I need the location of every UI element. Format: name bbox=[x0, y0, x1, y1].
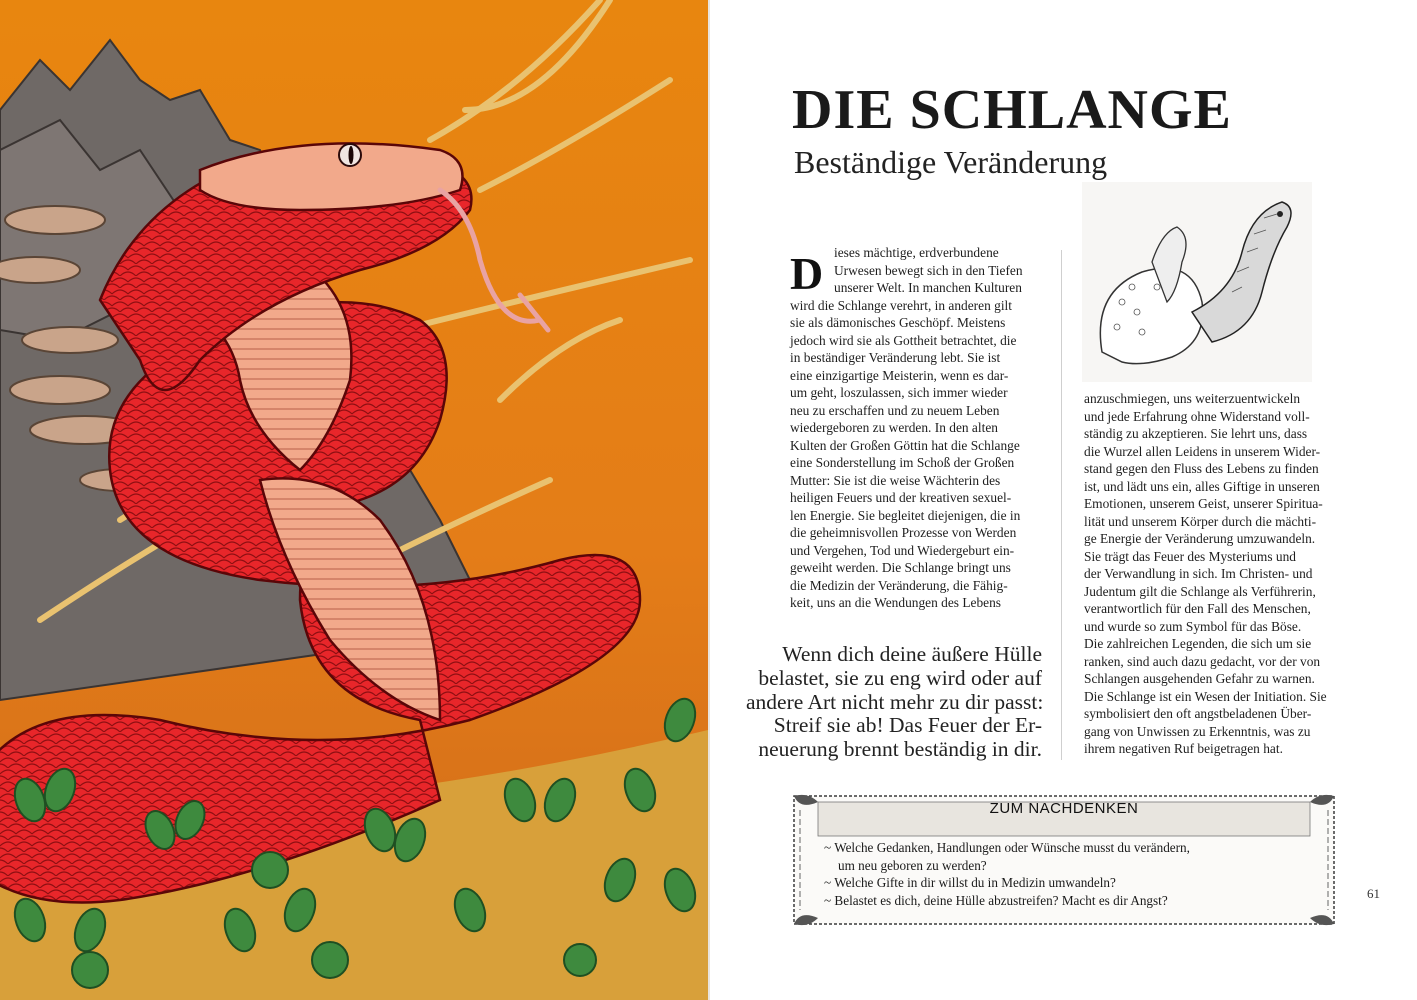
text-line: Kulten der Großen Göttin hat die Schlange bbox=[790, 437, 1020, 453]
page-number: 61 bbox=[1367, 886, 1380, 901]
text-line: anzuschmiegen, uns weiterzuentwickeln bbox=[1084, 391, 1301, 406]
text-line: unserer Welt. In manchen Kulturen bbox=[834, 280, 1022, 295]
quote-line: neuerung brennt beständig in dir. bbox=[758, 737, 1042, 762]
text-line: Sie trägt das Feuer des Mysteriums und bbox=[1084, 548, 1296, 564]
text-line: geweiht werden. Die Schlange bringt uns bbox=[790, 560, 1011, 575]
quote-line: Wenn dich deine äußere Hülle bbox=[782, 642, 1042, 666]
snake-sketch-illustration bbox=[1082, 182, 1312, 382]
reflection-question: ~ Welche Gifte in dir willst du in Medizin umwandeln? bbox=[824, 875, 1116, 890]
text-line: Die zahlreichen Legenden, die sich um sie bbox=[1084, 636, 1312, 651]
text-line: lität und unserem Körper durch die mächti- bbox=[1084, 513, 1317, 529]
text-column-right bbox=[1084, 390, 1338, 758]
text-page bbox=[710, 0, 1417, 1000]
snake-illustration bbox=[0, 0, 708, 1000]
text-line: eine Sonderstellung im Schoß der Großen bbox=[790, 455, 1015, 470]
reflection-questions bbox=[824, 839, 1304, 909]
reflection-box bbox=[788, 790, 1340, 930]
text-line: eine einzigartige Meisterin, wenn es dar- bbox=[790, 367, 1009, 383]
text-line: ge Energie der Veränderung umzuwandeln. bbox=[1084, 531, 1316, 546]
text-line: keit, uns an die Wendungen des Lebens bbox=[790, 595, 1002, 610]
column-divider bbox=[1061, 250, 1062, 760]
text-line: verantwortlich für den Fall des Menschen, bbox=[1084, 601, 1311, 616]
text-line: die Wurzel allen Leidens in unserem Wider- bbox=[1084, 443, 1321, 459]
quote-line: Streif sie ab! Das Feuer der Er- bbox=[773, 713, 1042, 738]
reflection-question: um neu geboren zu werden? bbox=[838, 857, 987, 873]
text-line: wiedergeboren zu werden. In den alten bbox=[790, 420, 998, 435]
reflection-heading: ZUM NACHDENKEN bbox=[989, 800, 1139, 817]
quote-line: belastet, sie zu eng wird oder auf bbox=[758, 665, 1042, 690]
text-line: um geht, loszulassen, sich immer wieder bbox=[790, 385, 1008, 400]
text-line: ieses mächtige, erdverbundene bbox=[834, 245, 999, 260]
text-line: und wurde so zum Symbol für das Böse. bbox=[1084, 618, 1302, 634]
text-line: jedoch wird sie als Gottheit betrachtet, die bbox=[790, 332, 1017, 348]
text-line: len Energie. Sie begleitet diejenigen, die in bbox=[790, 507, 1021, 523]
text-line: Emotionen, unserem Geist, unserer Spiritua- bbox=[1084, 496, 1323, 511]
reflection-question: ~ Belastet es dich, deine Hülle abzustreifen? Macht es dir Angst? bbox=[824, 892, 1168, 908]
text-line: ständig zu akzeptieren. Sie lehrt uns, dass bbox=[1084, 426, 1308, 441]
quote-line: andere Art nicht mehr zu dir passt: bbox=[746, 689, 1044, 714]
page-subtitle: Beständige Veränderung bbox=[794, 144, 1108, 180]
pull-quote bbox=[746, 643, 1042, 762]
text-line: stand gegen den Fluss des Lebens zu finden bbox=[1084, 461, 1319, 476]
text-line: wird die Schlange verehrt, in anderen gilt bbox=[790, 297, 1012, 313]
text-line: neu zu erschaffen und zu neuem Leben bbox=[790, 402, 1000, 418]
text-line: Urwesen bewegt sich in den Tiefen bbox=[834, 262, 1023, 278]
text-line: die Medizin der Veränderung, die Fähig- bbox=[790, 577, 1008, 593]
text-line: der Verwandlung in sich. Im Christen- und bbox=[1084, 566, 1313, 581]
text-column-left bbox=[790, 244, 1041, 612]
text-line: heiligen Feuers und der kreativen sexuel- bbox=[790, 490, 1012, 505]
text-line: ranken, sind auch dazu gedacht, vor der von bbox=[1084, 653, 1321, 669]
text-line: symbolisiert den oft angstbeladenen Über- bbox=[1084, 706, 1312, 721]
text-line: gang von Unwissen zu Erkenntnis, was zu bbox=[1084, 723, 1311, 739]
text-line: in beständiger Veränderung lebt. Sie ist bbox=[790, 350, 1001, 365]
text-line: ist, und lädt uns ein, alles Giftige in unseren bbox=[1084, 478, 1320, 494]
text-line: und jede Erfahrung ohne Widerstand voll- bbox=[1084, 408, 1310, 424]
text-line: Judentum gilt die Schlange als Verführerin, bbox=[1084, 583, 1316, 599]
text-line: und Vergehen, Tod und Wiedergeburt ein- bbox=[790, 542, 1015, 558]
text-line: Mutter: Sie ist die weise Wächterin des bbox=[790, 472, 1001, 488]
text-line: die geheimnisvollen Prozesse von Werden bbox=[790, 525, 1017, 540]
drop-cap: D bbox=[790, 248, 824, 299]
text-line: sie als dämonisches Geschöpf. Meistens bbox=[790, 315, 1006, 330]
text-line: ihrem negativen Ruf beigetragen hat. bbox=[1084, 741, 1283, 756]
text-line: Die Schlange ist ein Wesen der Initiation. Sie bbox=[1084, 688, 1327, 704]
text-line: Schlangen ausgehenden Gefahr zu warnen. bbox=[1084, 671, 1315, 686]
page-title: DIE SCHLANGE bbox=[792, 79, 1232, 141]
reflection-question: ~ Welche Gedanken, Handlungen oder Wünsche musst du verändern, bbox=[824, 840, 1190, 855]
